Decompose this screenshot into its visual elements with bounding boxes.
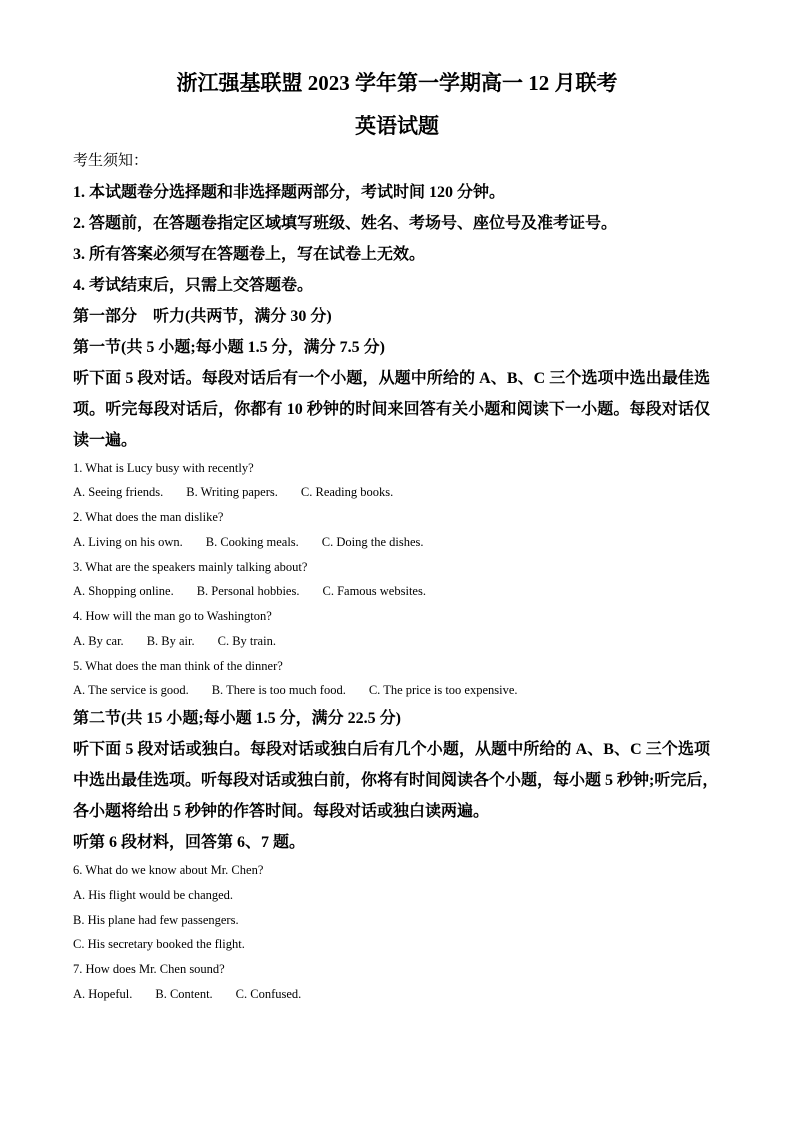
question-options: [73, 579, 710, 604]
option-b: B. Writing papers.: [186, 485, 278, 500]
section1-instruction-line: 听下面 5 段对话。每段对话后有一个小题，从题中所给的 A、B、C 三个选项中选出最佳选: [73, 369, 710, 387]
option-b: B. By air.: [146, 633, 195, 648]
option-c: C. Famous websites.: [322, 584, 426, 599]
notice-item: 3. 所有答案必须写在答题卷上，写在试卷上无效。: [73, 245, 426, 263]
option-b: B. Personal hobbies.: [196, 584, 300, 599]
option-b: B. There is too much food.: [211, 683, 346, 698]
material-6-heading: 听第 6 段材料，回答第 6、7 题。: [73, 834, 306, 851]
question-stem: 5. What does the man think of the dinner?: [73, 658, 283, 673]
option-c: C. Doing the dishes.: [321, 534, 424, 549]
section2-instruction-line: 各小题将给出 5 秒钟的作答时间。每段对话或独白读两遍。: [73, 803, 490, 820]
option-b: B. Content.: [155, 986, 213, 1001]
question-stem: 7. How does Mr. Chen sound?: [73, 962, 225, 976]
notice-item: 2. 答题前，在答题卷指定区域填写班级、姓名、考场号、座位号及准考证号。: [73, 214, 618, 232]
section1-instruction-line: 读一遍。: [73, 431, 138, 449]
notice-heading: 考生须知：: [73, 152, 149, 169]
question-options: [73, 480, 710, 505]
option-c: C. Reading books.: [300, 485, 394, 500]
question-stem: 6. What do we know about Mr. Chen?: [73, 863, 264, 877]
section2-heading: 第二节(共 15 小题;每小题 1.5 分，满分 22.5 分): [73, 710, 401, 727]
question-stem: 4. How will the man go to Washington?: [73, 609, 272, 623]
section1-instruction-line: 项。听完每段对话后，你都有 10 秒钟的时间来回答有关小题和阅读下一小题。每段对话仅: [73, 400, 710, 418]
section2-instruction-line: 听下面 5 段对话或独白。每段对话或独白后有几个小题，从题中所给的 A、B、C 三个选项: [73, 741, 710, 758]
option-a: A. Living on his own.: [73, 534, 183, 549]
question-stem: 3. What are the speakers mainly talking about?: [73, 559, 308, 574]
section1-heading: 第一节(共 5 小题;每小题 1.5 分，满分 7.5 分): [73, 338, 385, 356]
question-stem: 2. What does the man dislike?: [73, 510, 224, 524]
option-c: C. His secretary booked the flight.: [73, 937, 245, 952]
option-a: A. Seeing friends.: [73, 485, 164, 500]
question-stem: 1. What is Lucy busy with recently?: [73, 460, 254, 475]
exam-content: [73, 146, 719, 1007]
option-c: C. The price is too expensive.: [368, 683, 518, 698]
question-options: [73, 629, 710, 654]
notice-item: 4. 考试结束后，只需上交答题卷。: [73, 276, 314, 294]
option-b: B. Cooking meals.: [205, 534, 299, 549]
exam-title: 浙江强基联盟 2023 学年第一学期高一 12 月联考: [176, 71, 618, 95]
option-a: A. The service is good.: [73, 683, 189, 698]
question-options: [73, 678, 710, 703]
option-a: A. Hopeful.: [73, 986, 133, 1001]
option-c: C. By train.: [217, 633, 276, 648]
option-a: A. His flight would be changed.: [73, 887, 234, 902]
option-b: B. His plane had few passengers.: [73, 912, 239, 927]
option-c: C. Confused.: [235, 986, 302, 1001]
option-a: A. Shopping online.: [73, 584, 174, 599]
notice-item: 1. 本试题卷分选择题和非选择题两部分，考试时间 120 分钟。: [73, 183, 506, 201]
section2-instruction-line: 中选出最佳选项。听每段对话或独白前，你将有时间阅读各个小题，每小题 5 秒钟;听完后，: [73, 772, 719, 789]
question-options: [73, 530, 710, 555]
exam-subtitle: 英语试题: [355, 114, 439, 138]
question-options: [73, 982, 710, 1007]
part1-heading: 第一部分 听力(共两节，满分 30 分): [73, 307, 332, 325]
option-a: A. By car.: [73, 633, 124, 648]
